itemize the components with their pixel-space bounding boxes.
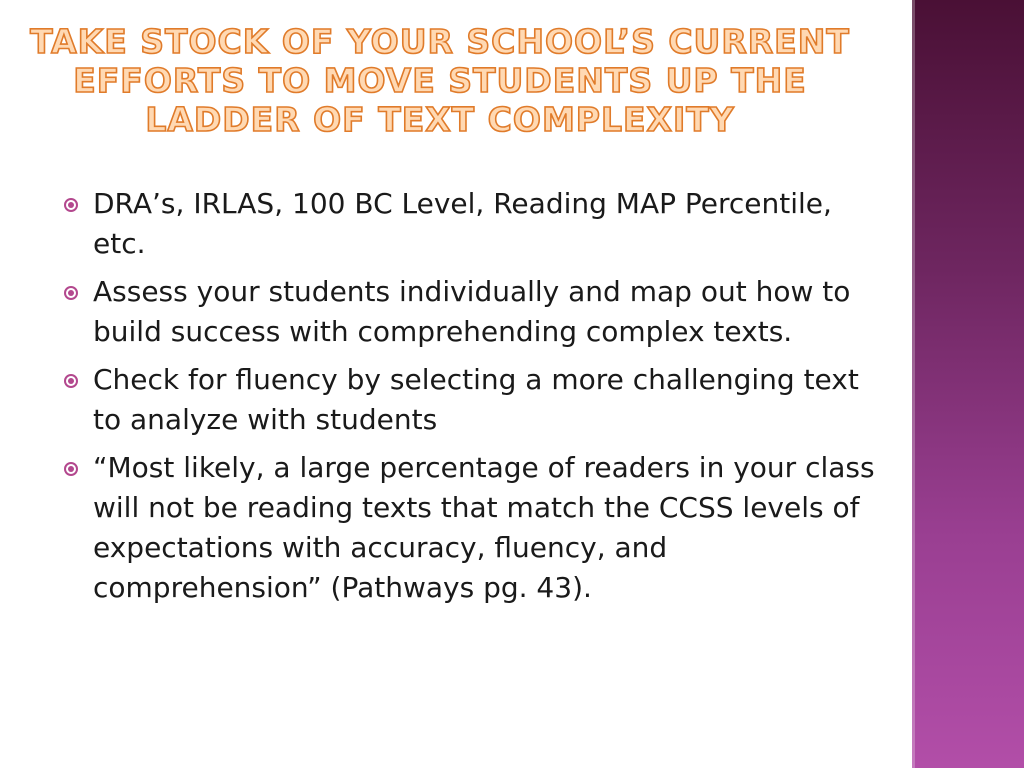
bullet-list — [62, 184, 882, 616]
bullet-text: DRA’s, IRLAS, 100 BC Level, Reading MAP Percentile, etc. — [93, 187, 832, 260]
circle-dot-icon — [64, 286, 78, 300]
circle-dot-icon — [64, 462, 78, 476]
bullet-text: Assess your students individually and map out how to build success with comprehending complex texts. — [93, 275, 851, 348]
bullet-item — [62, 448, 882, 608]
bullet-text: “Most likely, a large percentage of readers in your class will not be reading texts that match the CCSS levels of expectations with accuracy, fluency, and comprehension” (Pathways pg. 43). — [93, 451, 875, 604]
slide-title: TAKE STOCK OF YOUR SCHOOL’S CURRENT EFFORTS TO MOVE STUDENTS UP THE LADDER OF TEXT COMPLEXITY — [30, 22, 850, 139]
bullet-item — [62, 184, 882, 264]
bullet-item — [62, 360, 882, 440]
decorative-side-band — [912, 0, 1024, 768]
bullet-text: Check for fluency by selecting a more challenging text to analyze with students — [93, 363, 859, 436]
side-band-edge — [912, 0, 915, 768]
circle-dot-icon — [64, 374, 78, 388]
circle-dot-icon — [64, 198, 78, 212]
bullet-item — [62, 272, 882, 352]
